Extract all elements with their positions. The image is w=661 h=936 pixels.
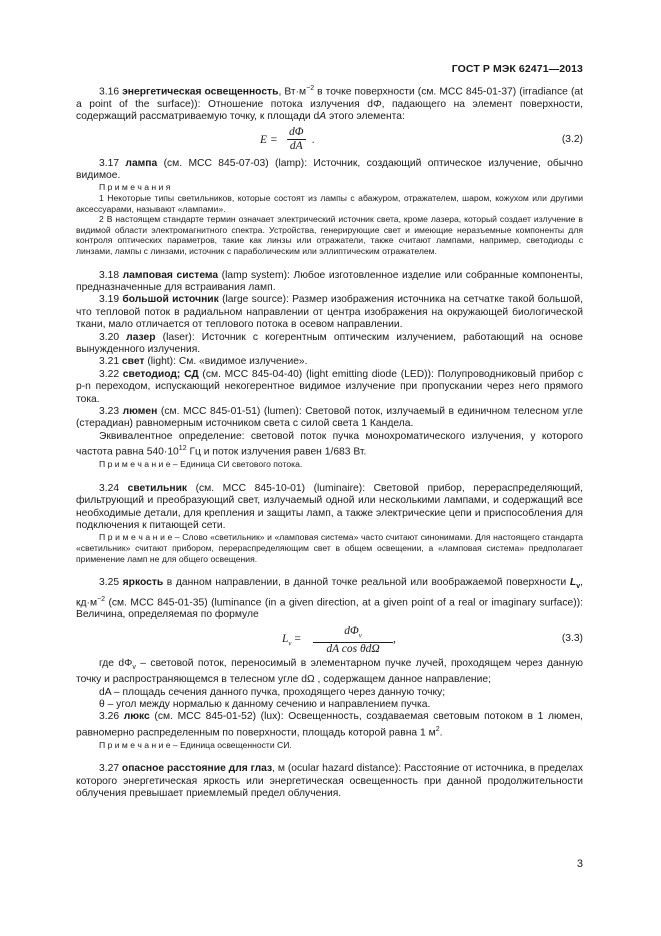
equation-punct: . — [312, 133, 315, 146]
notes-heading — [76, 182, 583, 193]
clause-number: 3.27 — [99, 763, 120, 775]
clause-3-25 — [76, 577, 583, 622]
clause-text: , кд·м — [76, 577, 583, 608]
clause-text: , падающего на элемент поверхности, содержащий рассматриваемую точку, к площади d — [76, 98, 584, 123]
clause-text: , Вт·м — [278, 86, 307, 98]
clause-number: 3.20 — [99, 331, 120, 343]
note-heading: П р и м е ч а н и е — [99, 459, 171, 470]
clause-text: (см. МСС 845-10-01) (luminaire): Световой прибор, перераспределяющий, фильтрующий и преобразующий свет, излучаемый одной или несколькими лампами, и содержащий все необходимые детали, для крепления и защиты ламп, а также электрические цепи и приспособления для подключения к питающей сети. — [76, 482, 583, 531]
clause-number: 3.17 — [99, 157, 120, 169]
note-3-26 — [76, 740, 583, 751]
clause-3-23-equivalent — [76, 431, 583, 459]
clause-text: , м (ocular hazard distance): Расстояние от источника, в пределах которого энергетическая яркость или энергетическая освещенность при данной продолжительности облучения превышает приемлемый предел облучения. — [76, 763, 583, 800]
equation-numerator: dΦ — [289, 125, 304, 138]
clause-3-17 — [76, 158, 583, 183]
note-heading: П р и м е ч а н и е — [99, 739, 171, 750]
term: ламповая система — [122, 269, 219, 281]
superscript: −2 — [306, 85, 315, 92]
superscript: 2 — [435, 725, 440, 733]
equation-symbol: L — [282, 632, 289, 645]
clause-number: 3.23 — [99, 406, 120, 418]
where-line-2: dA – площадь сечения данного пучка, проходящего через данную точку; — [99, 686, 446, 698]
clause-number: 3.16 — [99, 86, 120, 98]
clause-text: (см. МСС 845-01-51) (lumen): Световой поток, излучаемый в единичном телесном угле (стерадиан) равномерным источником света с силой света 1 Кандела. — [76, 406, 583, 430]
note-2: 2 В настоящем стандарте термин означает электрический источник света, кроме лазера, который создает излучение в видимой области электромагнитного спектра. Устройства, генерирующие свет и имеющие неразъемные компоненты для контроля оптических параметров, такие как линзы или отражатели, также считают лампами, например, светодиоды с линзами, лампы с линзами, источник с параболическим или эллиптическим отражателем. — [76, 214, 583, 257]
note-3-24 — [76, 532, 583, 564]
equation-label: (3.3) — [561, 632, 583, 644]
clause-3-27 — [76, 763, 583, 800]
symbol: Φ — [372, 98, 382, 110]
clause-number: 3.19 — [99, 294, 120, 306]
clause-3-20 — [76, 332, 583, 357]
clause-text: (см. МСС 845-01-35) (luminance (in a given direction, at a given point of a real or imaginary surface)): Величина, определяемая по формуле — [76, 597, 583, 621]
term: светодиод; СД — [122, 368, 199, 380]
term: люкс — [123, 711, 150, 723]
where-line-3: θ – угол между нормалью к данному сечению и направлением пучка. — [99, 699, 431, 711]
notes-heading-text: П р и м е ч а н и я — [99, 182, 171, 193]
document-body — [76, 83, 583, 801]
clause-3-21 — [76, 356, 583, 368]
clause-number: 3.26 — [99, 711, 120, 723]
note-text: – Единица освещенности СИ. — [170, 739, 292, 750]
clause-text: (light): См. «видимое излучение». — [144, 356, 308, 368]
equation-3-3 — [76, 622, 583, 658]
equation-denominator: dA — [289, 139, 303, 152]
equation-fraction — [287, 126, 306, 153]
clause-3-18 — [76, 270, 583, 295]
equation-numerator-text: dΦ — [344, 624, 359, 637]
equation-3-2 — [76, 124, 583, 158]
note-text: – Единица СИ светового потока. — [170, 459, 303, 470]
equation-punct: , — [393, 632, 396, 645]
equation-lhs: E = — [260, 133, 278, 146]
term: светильник — [127, 482, 188, 494]
subscript: v — [576, 583, 581, 591]
subscript: v — [288, 639, 292, 648]
clause-text: Гц и поток излучения равен 1/683 Вт. — [186, 446, 367, 458]
document-code: ГОСТ Р МЭК 62471—2013 — [451, 63, 583, 75]
page-number: 3 — [576, 858, 583, 870]
clause-text: Эквивалентное определение: световой поток пучка монохроматического излучения, у которого частота равна 540·10 — [76, 430, 583, 458]
note-text: – Слово «светильник» и «ламповая система» часто считают синонимами. Для настоящего стандарта «светильник» считают прибором, перераспределяющим свет в общем освещении, а «ламповая система» предполагает применение ламп не для общего освещения. — [76, 532, 583, 564]
equation-fraction — [313, 625, 393, 656]
clause-3-19 — [76, 294, 583, 331]
clause-text: (large source): Размер изображения источника на сетчатке такой большой, что тепловой поток в радиальном направлении от центра изображения на окружающей биологической ткани, мало отличается от теплового потока в осевом направлении. — [76, 294, 583, 331]
where-text: где dΦ — [99, 657, 133, 669]
clause-number: 3.22 — [99, 368, 120, 380]
term: энергетическая освещенность — [122, 86, 279, 98]
clause-3-24 — [76, 483, 583, 533]
equation-numerator — [313, 625, 393, 643]
clause-number: 3.24 — [99, 482, 120, 494]
equation-sign: = — [291, 632, 301, 645]
term: опасное расстояние для глаз — [121, 763, 273, 775]
equation-lhs — [282, 633, 301, 650]
note-3-23 — [76, 459, 583, 470]
clause-number: 3.25 — [99, 577, 120, 589]
clause-number: 3.21 — [99, 356, 120, 368]
clause-number: 3.18 — [99, 269, 120, 281]
where-text: – световой поток, переносимый в элементарном пучке лучей, проходящем через данную точку и распространяющемся в телесном угле dΩ , содержащем данное направление; — [76, 657, 583, 686]
clause-3-16 — [76, 83, 583, 124]
symbol: L — [569, 577, 577, 589]
clause-text: . — [439, 727, 443, 739]
clause-text: (см. МСС 845-01-52) (lux): Освещенность, создаваемая световым потоком в 1 люмен, равномерно распределенным по поверхности, площадь которой равна 1 м — [76, 711, 583, 739]
equation-label: (3.2) — [561, 133, 583, 145]
clause-text: (см. МСС 845-07-03) (lamp): Источник, создающий оптическое излучение, обычно видимое. — [76, 157, 583, 182]
superscript: −2 — [97, 595, 106, 603]
clause-text: этого элемента: — [326, 111, 405, 123]
term: лампа — [125, 157, 158, 169]
clause-text: (laser): Источник с когерентным оптическим излучением, работающий на основе вынужденного излучения. — [76, 331, 583, 356]
subscript: v — [358, 631, 362, 640]
equation-denominator: dA cos θdΩ — [326, 643, 380, 656]
clause-text: в данном направлении, в данной точке реальной или воображаемой поверхности — [163, 577, 570, 589]
clause-3-26 — [76, 711, 583, 739]
term: свет — [121, 356, 145, 368]
clause-3-23 — [76, 406, 583, 431]
term: яркость — [122, 577, 164, 589]
subscript: v — [132, 663, 136, 671]
note-1: 1 Некоторые типы светильников, которые состоят из лампы с абажуром, отражателем, шаром, кожухом или другими аксессуарами, называют «лампами». — [76, 193, 583, 214]
where-line-1 — [76, 658, 583, 687]
clause-3-22 — [76, 369, 583, 406]
clause-text: в точке поверхности (см. МСС 845-01-37) (irradiance (at a point of the surface)): Отношение потока излучения d — [76, 86, 583, 110]
superscript: 12 — [178, 445, 187, 453]
term: лазер — [126, 331, 156, 343]
clause-text: (см. МСС 845-04-40) (light emitting diode (LED)): Полупроводниковый прибор с p-n переходом, испускающий некогерентное видимое излучение при пропускании через него прямого тока. — [76, 368, 583, 405]
clause-text: (lamp system): Любое изготовленное изделие или собранные компоненты, предназначенные для встраивания ламп. — [76, 269, 583, 294]
note-heading: П р и м е ч а н и е — [99, 532, 173, 543]
symbol: A — [319, 111, 327, 123]
term: люмен — [122, 406, 158, 418]
term: большой источник — [122, 294, 219, 306]
